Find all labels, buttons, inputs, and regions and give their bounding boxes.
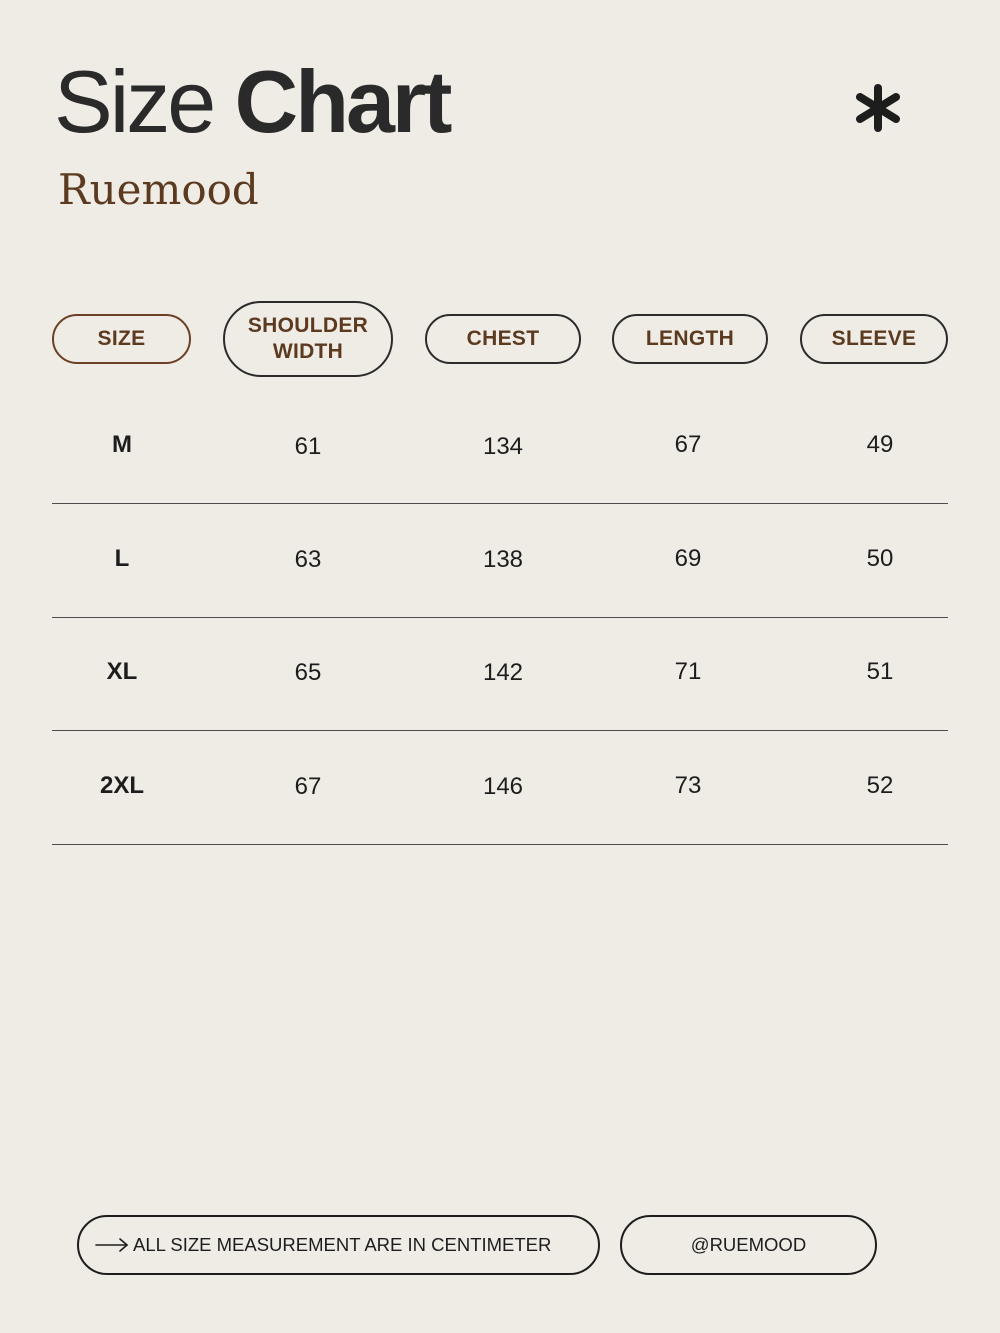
table-cell-sleeve: 51 <box>866 658 894 685</box>
column-header-length: LENGTH <box>612 314 768 364</box>
row-divider <box>52 503 948 504</box>
column-header-chest: CHEST <box>425 314 581 364</box>
table-cell-length: 73 <box>674 772 702 799</box>
table-cell-chest: 138 <box>482 546 524 573</box>
table-cell-size: M <box>112 431 132 458</box>
column-header-shoulder-width: SHOULDER WIDTH <box>223 301 393 377</box>
title-light: Size <box>54 52 214 151</box>
table-cell-size: XL <box>106 658 138 685</box>
table-cell-shoulder: 67 <box>294 773 322 800</box>
title-bold: Chart <box>234 52 450 151</box>
table-cell-length: 71 <box>674 658 702 685</box>
table-cell-size: L <box>114 545 130 572</box>
table-cell-shoulder: 63 <box>294 546 322 573</box>
table-cell-sleeve: 49 <box>866 431 894 458</box>
table-cell-length: 67 <box>674 431 702 458</box>
table-cell-shoulder: 65 <box>294 659 322 686</box>
table-cell-shoulder: 61 <box>294 433 322 460</box>
table-cell-chest: 142 <box>482 659 524 686</box>
social-handle <box>620 1215 877 1275</box>
social-handle-text: @RUEMOOD <box>690 1234 807 1255</box>
table-cell-length: 69 <box>674 545 702 572</box>
page-title <box>54 52 449 152</box>
arrow-right-icon <box>95 1237 129 1253</box>
table-cell-chest: 134 <box>482 433 524 460</box>
row-divider <box>52 617 948 618</box>
row-divider <box>52 844 948 845</box>
table-cell-chest: 146 <box>482 773 524 800</box>
measurement-note <box>77 1215 600 1275</box>
table-cell-size: 2XL <box>99 772 144 799</box>
column-header-sleeve: SLEEVE <box>800 314 948 364</box>
table-cell-sleeve: 52 <box>866 772 894 799</box>
brand-name: Ruemood <box>58 165 259 214</box>
asterisk-icon <box>848 78 908 138</box>
row-divider <box>52 730 948 731</box>
column-header-size: SIZE <box>52 314 191 364</box>
table-cell-sleeve: 50 <box>866 545 894 572</box>
measurement-note-text: ALL SIZE MEASUREMENT ARE IN CENTIMETER <box>133 1234 552 1255</box>
